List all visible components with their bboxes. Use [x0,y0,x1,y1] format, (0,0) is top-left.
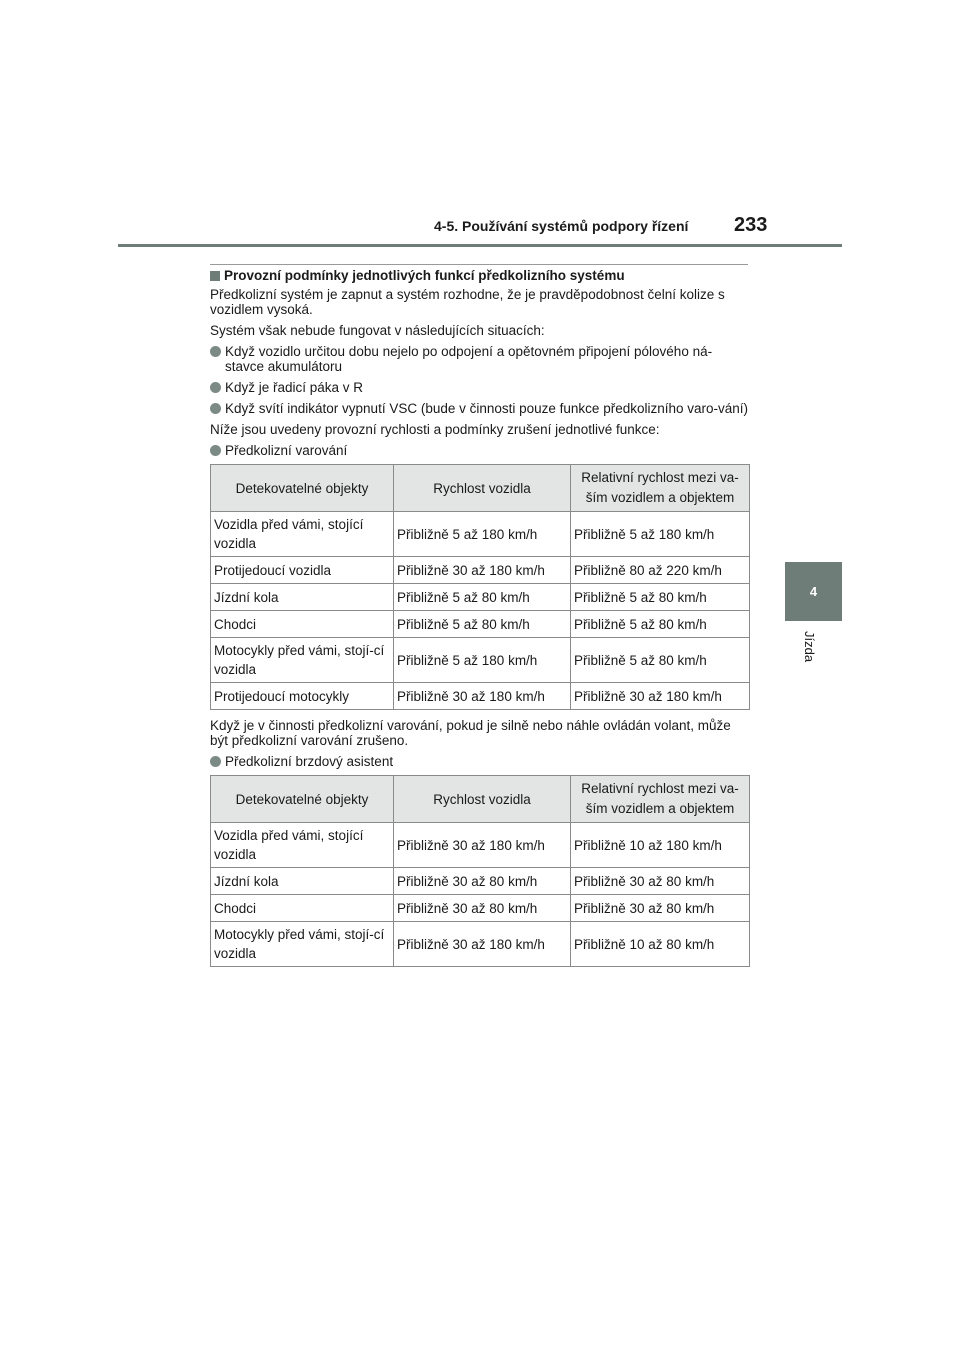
table-cell: Přibližně 5 až 180 km/h [571,512,750,557]
column-header: Rychlost vozidla [394,776,571,823]
bullet-dot-icon [210,346,221,357]
speeds-intro: Níže jsou uvedeny provozní rychlosti a podmínky zrušení jednotlivé funkce: [210,422,660,437]
column-header: Detekovatelné objekty [211,465,394,512]
table-cell: Přibližně 30 až 80 km/h [394,895,571,922]
section-heading [210,268,750,283]
table-cell: Přibližně 30 až 180 km/h [571,683,750,710]
table-row [211,895,750,922]
column-header: Relativní rychlost mezi va-ším vozidlem a objektem [571,776,750,823]
list-item-text: Když vozidlo určitou dobu nejelo po odpojení a opětovném připojení pólového ná-stavce akumulátoru [225,344,713,374]
bullet-dot-icon [210,403,221,414]
table-cell: Přibližně 5 až 80 km/h [571,584,750,611]
table-row [211,611,750,638]
column-header: Relativní rychlost mezi va-ším vozidlem a objektem [571,465,750,512]
section-divider [210,264,748,265]
bullet-dot-icon [210,382,221,393]
table-cell: Protijedoucí vozidla [211,557,394,584]
page-number: 233 [734,214,768,236]
list-item-text: Předkolizní varování [225,443,348,458]
column-header: Detekovatelné objekty [211,776,394,823]
section-heading-text: Provozní podmínky jednotlivých funkcí předkolizního systému [224,268,625,283]
warning-speed-table [210,464,750,710]
list-item-text: Předkolizní brzdový asistent [225,754,394,769]
table-cell: Chodci [211,895,394,922]
table-row [211,512,750,557]
table-row [211,557,750,584]
chapter-title: 4-5. Používání systémů podpory řízení [434,218,689,234]
table-cell: Vozidla před vámi, stojící vozidla [211,823,394,868]
list-item [210,344,750,374]
table-cell: Přibližně 5 až 80 km/h [571,611,750,638]
table-cell: Přibližně 30 až 180 km/h [394,922,571,967]
table-cell: Přibližně 30 až 180 km/h [394,683,571,710]
table-cell: Přibližně 30 až 180 km/h [394,557,571,584]
table-cell: Přibližně 5 až 80 km/h [394,611,571,638]
table-cell: Protijedoucí motocykly [211,683,394,710]
list-item [210,380,750,395]
header-rule [118,244,842,247]
bullet-dot-icon [210,445,221,456]
table-row [211,922,750,967]
table-header-row [211,776,750,823]
table-row [211,823,750,868]
column-header: Rychlost vozidla [394,465,571,512]
table-cell: Motocykly před vámi, stojí-cí vozidla [211,638,394,683]
table-row [211,638,750,683]
table-header-row [211,465,750,512]
list-item [210,754,750,769]
table-cell: Jízdní kola [211,868,394,895]
intro-paragraph: Předkolizní systém je zapnut a systém rozhodne, že je pravděpodobnost čelní kolize s vozidlem vysoká. [210,287,725,317]
list-item-text: Když svítí indikátor vypnutí VSC (bude v činnosti pouze funkce předkolizního varo-vání) [225,401,749,416]
table-cell: Přibližně 5 až 80 km/h [571,638,750,683]
bullet-dot-icon [210,756,221,767]
table-row [211,584,750,611]
table-cell: Přibližně 30 až 180 km/h [394,823,571,868]
table-cell: Přibližně 30 až 80 km/h [571,895,750,922]
brake-assist-speed-table [210,775,750,967]
list-item [210,443,750,458]
table-cell: Motocykly před vámi, stojí-cí vozidla [211,922,394,967]
table-cell: Chodci [211,611,394,638]
warning-note: Když je v činnosti předkolizní varování, pokud je silně nebo náhle ovládán volant, může být předkolizní varování zrušeno. [210,718,731,748]
square-bullet-icon [210,271,220,281]
chapter-tab[interactable]: 4 [785,562,842,621]
list-item-text: Když je řadicí páka v R [225,380,364,395]
table-cell: Přibližně 5 až 180 km/h [394,638,571,683]
table-cell: Přibližně 30 až 80 km/h [571,868,750,895]
page-content [210,268,750,975]
table-cell: Přibližně 5 až 180 km/h [394,512,571,557]
list-item [210,401,750,416]
table-cell: Přibližně 30 až 80 km/h [394,868,571,895]
chapter-tab-label: Jízda [802,631,817,663]
table-cell: Vozidla před vámi, stojící vozidla [211,512,394,557]
table-row [211,868,750,895]
table-cell: Jízdní kola [211,584,394,611]
table-row [211,683,750,710]
table-cell: Přibližně 10 až 180 km/h [571,823,750,868]
table-cell: Přibližně 5 až 80 km/h [394,584,571,611]
table-cell: Přibližně 80 až 220 km/h [571,557,750,584]
situations-intro: Systém však nebude fungovat v následujících situacích: [210,323,545,338]
table-cell: Přibližně 10 až 80 km/h [571,922,750,967]
